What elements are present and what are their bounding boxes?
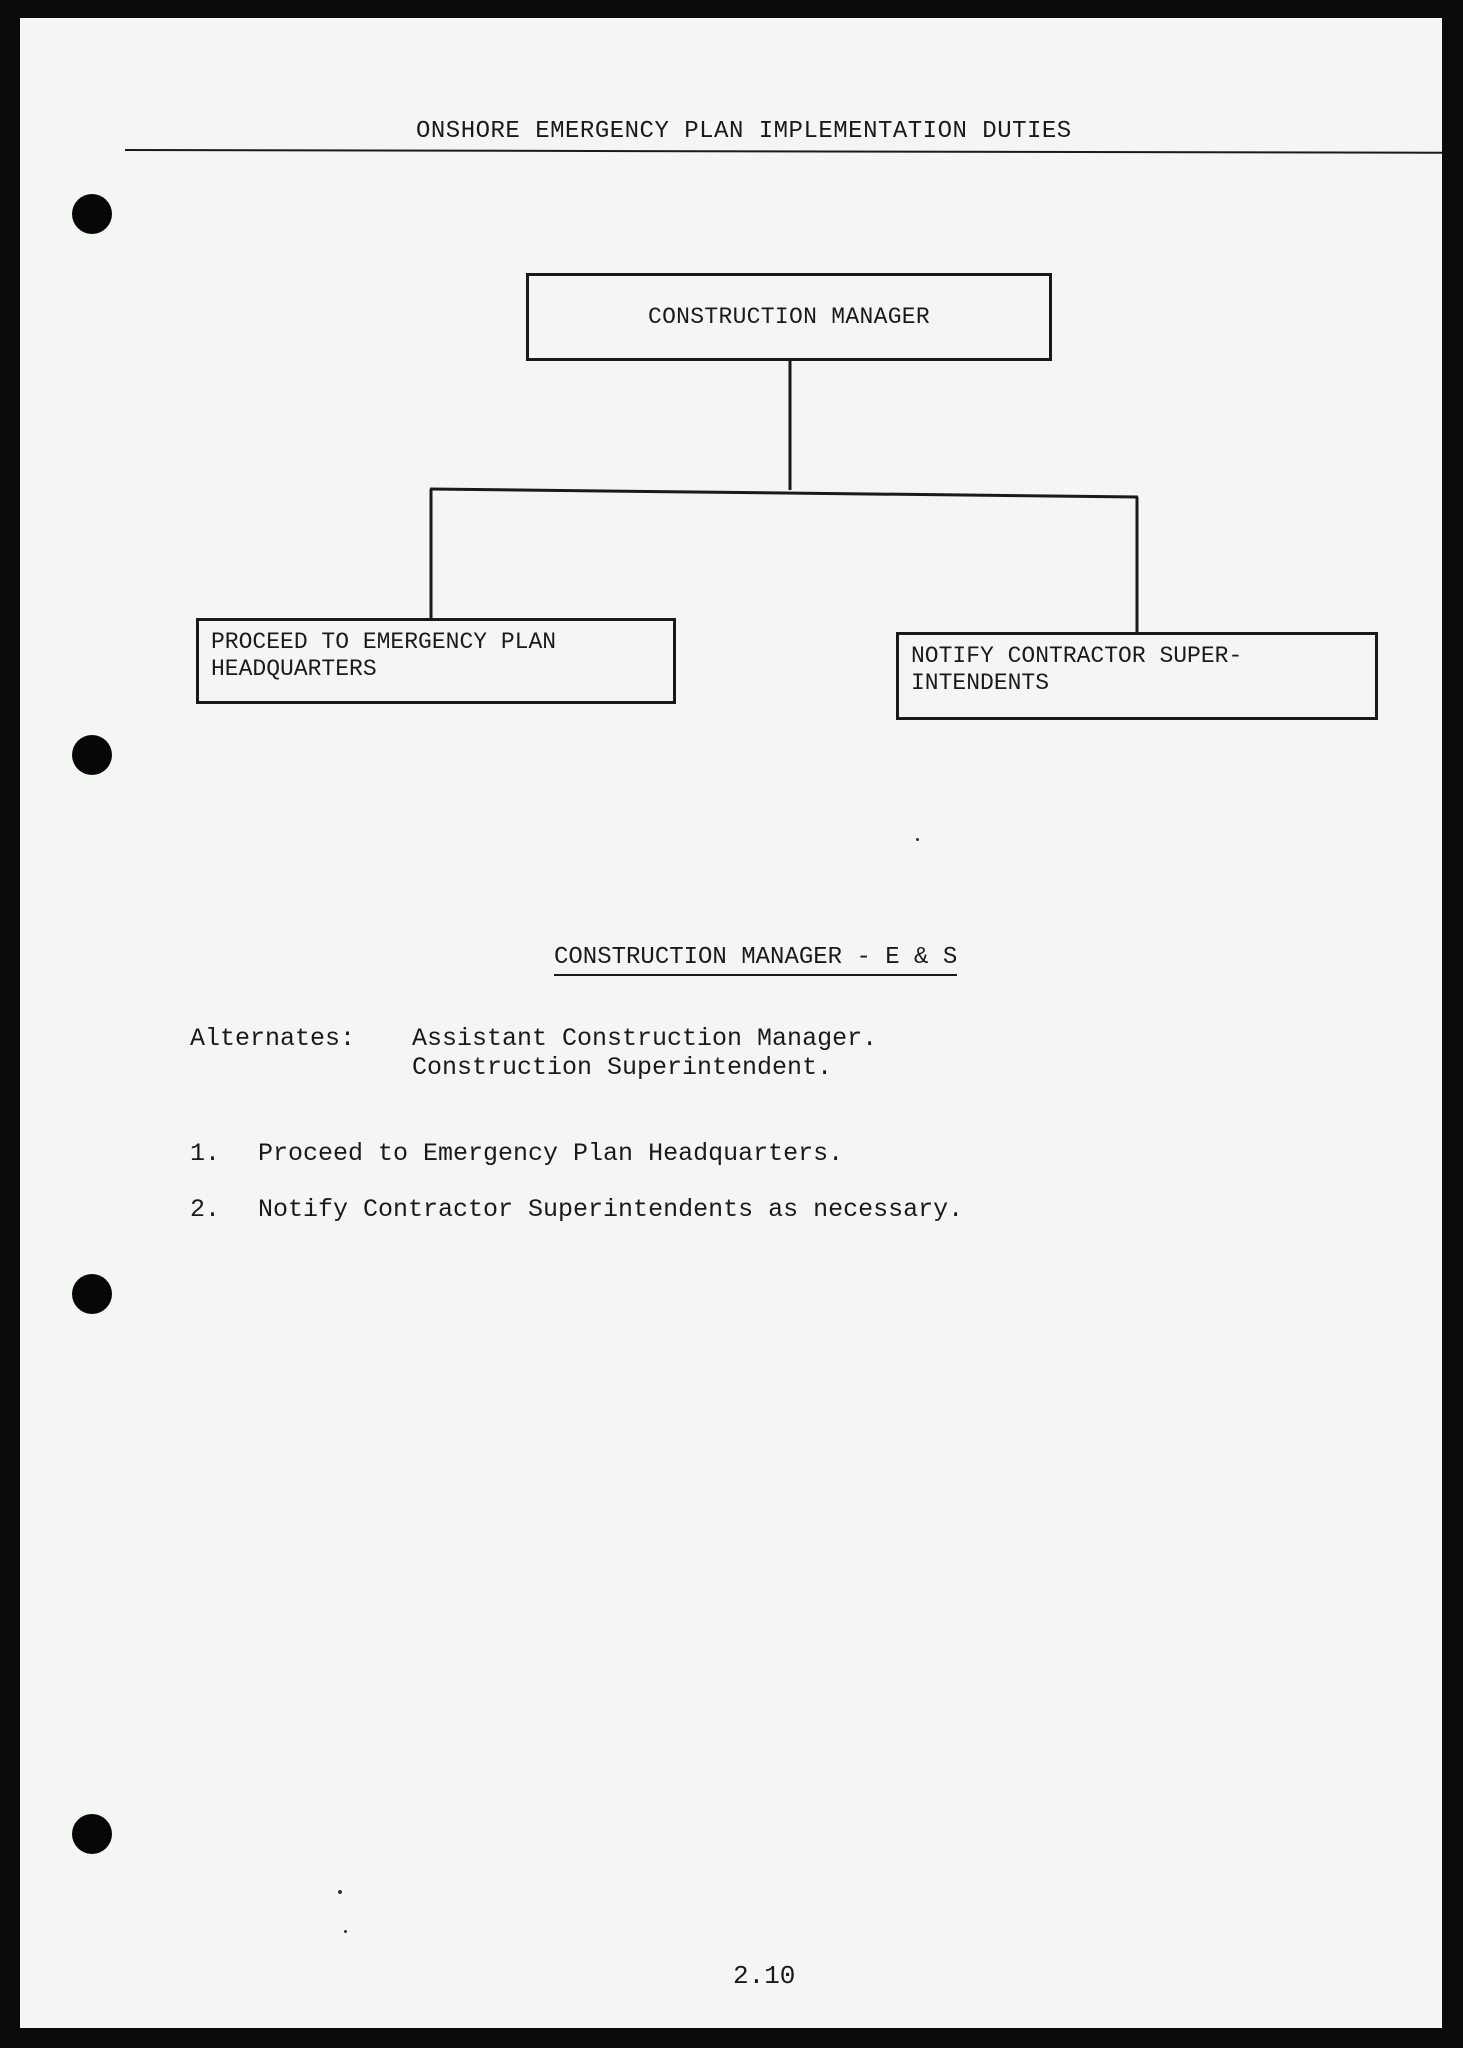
document-page — [20, 18, 1442, 2028]
punch-hole — [72, 1814, 112, 1854]
page-number: 2.10 — [733, 1961, 796, 1991]
scan-speck — [916, 838, 919, 841]
scan-speck — [344, 1930, 347, 1933]
org-box-construction-manager — [526, 273, 1052, 361]
duty-number: 1. — [190, 1139, 221, 1168]
duty-text: Notify Contractor Superintendents as necessary. — [258, 1195, 964, 1224]
alternate-item: Assistant Construction Manager. — [412, 1024, 878, 1053]
duty-number: 2. — [190, 1195, 221, 1224]
duty-text: Proceed to Emergency Plan Headquarters. — [258, 1139, 844, 1168]
page-header-title: ONSHORE EMERGENCY PLAN IMPLEMENTATION DUTIES — [416, 118, 1072, 145]
section-title: CONSTRUCTION MANAGER - E & S — [554, 944, 957, 976]
alternates-list — [412, 1024, 877, 1082]
org-box-proceed-to-headquarters — [196, 618, 676, 704]
org-box-label: PROCEED TO EMERGENCY PLAN HEADQUARTERS — [211, 629, 557, 682]
duty-item — [190, 1195, 963, 1224]
alternate-item: Construction Superintendent. — [412, 1053, 833, 1082]
duty-item — [190, 1139, 843, 1168]
org-box-label: CONSTRUCTION MANAGER — [647, 303, 931, 330]
org-box-notify-superintendents — [896, 632, 1378, 720]
org-box-label: NOTIFY CONTRACTOR SUPER- INTENDENTS — [911, 643, 1243, 696]
connector-horizontal — [430, 489, 1138, 497]
alternates-label: Alternates: — [190, 1024, 356, 1053]
scan-speck — [338, 1890, 342, 1894]
punch-hole — [72, 1274, 112, 1314]
